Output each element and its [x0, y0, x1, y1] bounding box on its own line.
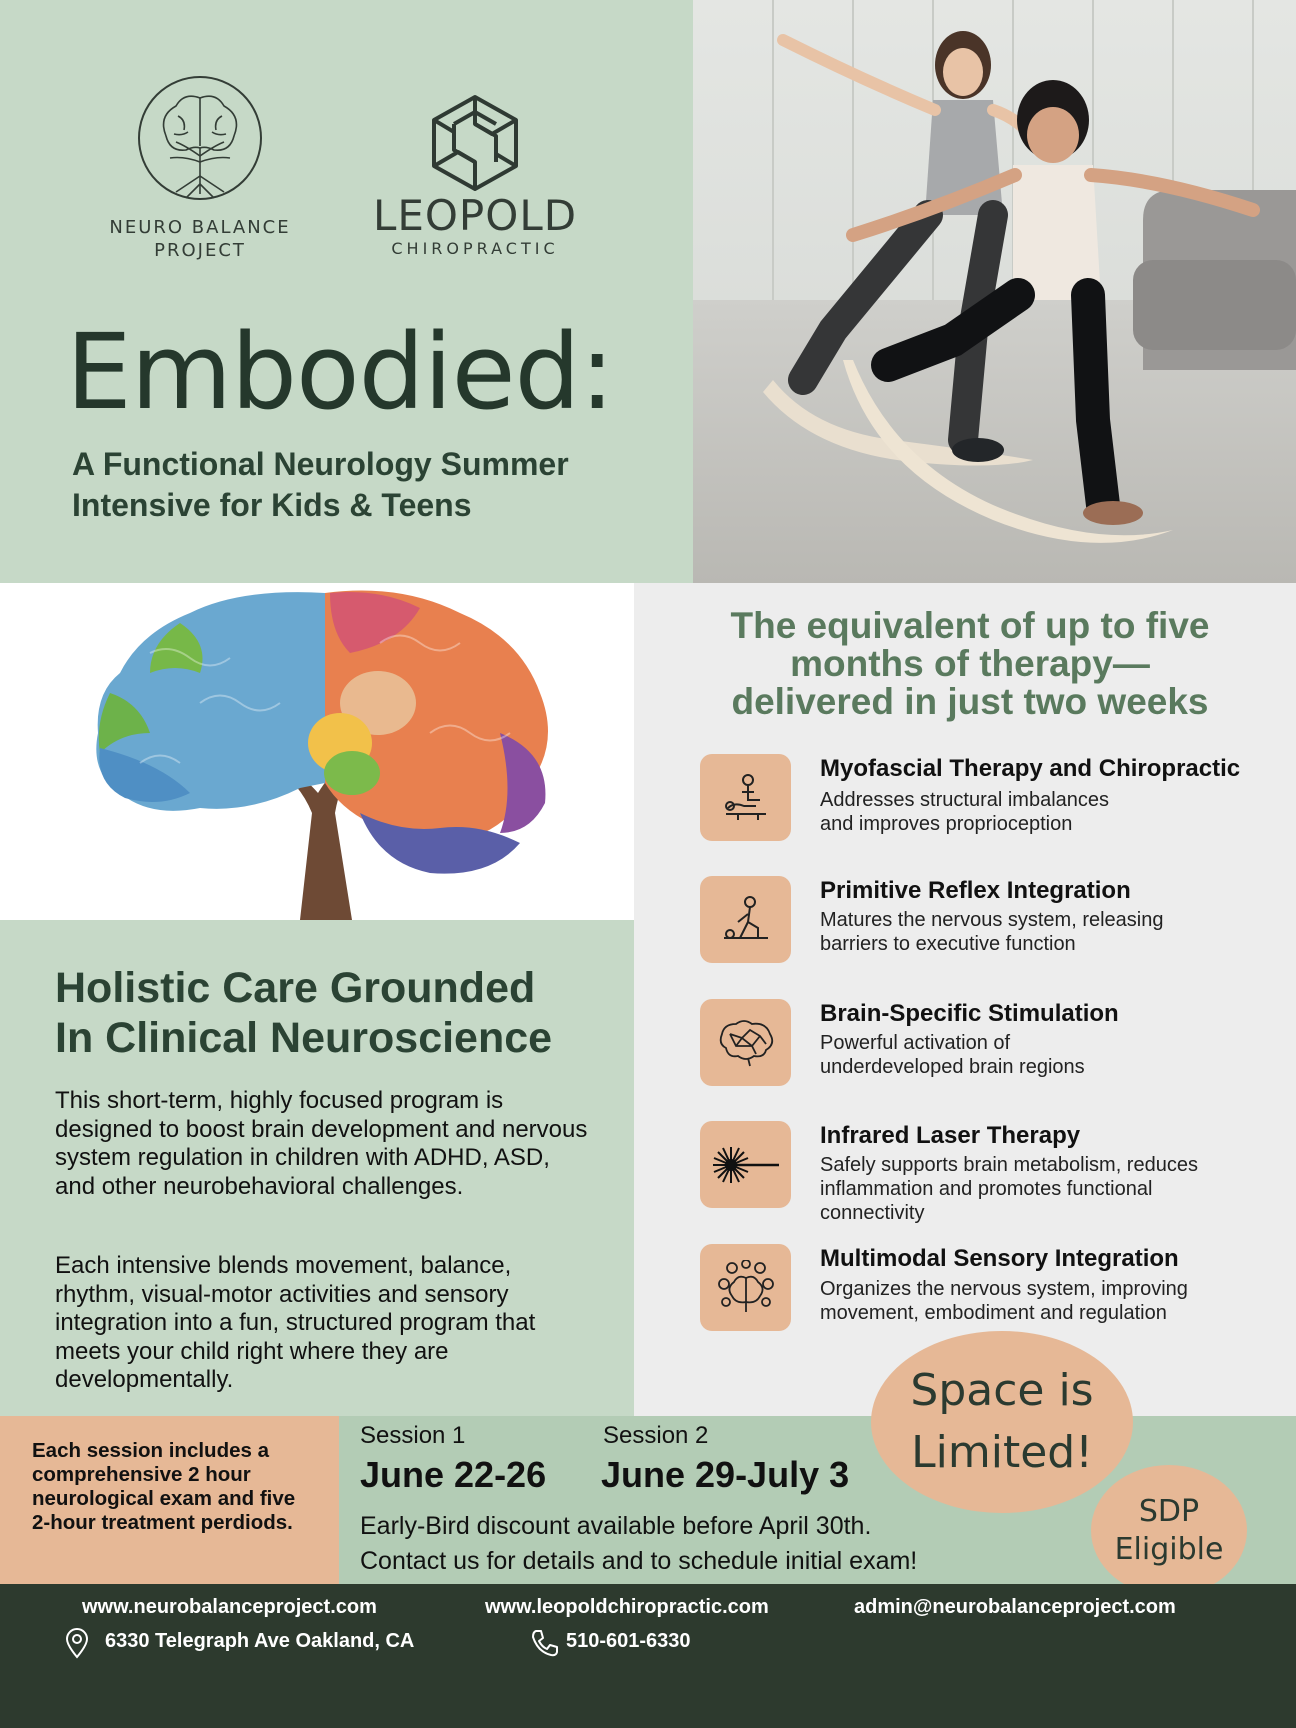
chiropractic-adjustment-icon	[700, 754, 791, 841]
feature-title: Infrared Laser Therapy	[820, 1122, 1081, 1149]
session2-label: Session 2	[603, 1422, 709, 1449]
sdp-eligible-text	[1115, 1493, 1224, 1569]
logo-line: NEURO BALANCE	[109, 217, 291, 238]
address-text: 6330 Telegraph Ave Oakland, CA	[105, 1630, 415, 1652]
leopold-logo-name: LEOPOLD	[372, 191, 578, 240]
feature-description-line: Matures the nervous system, releasing	[820, 909, 1164, 931]
session2-date: June 29-July 3	[601, 1454, 850, 1495]
feature-description-line: Addresses structural imbalances	[820, 789, 1110, 811]
feature-description-line: inflammation and promotes functional	[820, 1178, 1153, 1200]
subtitle-line: A Functional Neurology Summer	[72, 446, 569, 482]
logo-line: PROJECT	[154, 240, 246, 261]
brain-network-icon	[700, 999, 791, 1086]
brain-tree-illustration	[0, 583, 634, 920]
phone-number[interactable]: 510-601-6330	[566, 1630, 691, 1652]
crawling-child-icon	[700, 876, 791, 963]
badge-line: Space is	[910, 1365, 1094, 1416]
feature-description	[820, 908, 1260, 956]
feature-description	[820, 1277, 1260, 1325]
feature-description	[820, 1153, 1260, 1225]
space-limited-badge	[871, 1331, 1133, 1513]
laser-burst-icon	[700, 1121, 791, 1208]
session1-date: June 22-26	[360, 1454, 547, 1495]
location-pin-icon	[64, 1627, 90, 1659]
page-title: Embodied:	[66, 311, 614, 433]
hexagon-knot-icon	[430, 94, 520, 192]
sdp-eligible-badge	[1091, 1465, 1247, 1596]
headline-line: The equivalent of up to five	[730, 605, 1210, 646]
contact-notice: Contact us for details and to schedule initial exam!	[360, 1547, 918, 1575]
tree-brain-icon	[136, 76, 264, 206]
badge-line: Eligible	[1114, 1531, 1224, 1567]
heading-line: In Clinical Neuroscience	[55, 1014, 553, 1062]
badge-line: Limited!	[911, 1427, 1093, 1478]
neuro-balance-logo-text	[100, 216, 300, 262]
subtitle-line: Intensive for Kids & Teens	[72, 487, 472, 523]
description-paragraph: Each intensive blends movement, balance, rhythm, visual-motor activities and sensory integration into a fun, structured program that meets your child right where they are developmentally.	[55, 1252, 536, 1393]
feature-description	[820, 788, 1260, 836]
feature-title: Multimodal Sensory Integration	[820, 1245, 1179, 1272]
phone-icon	[530, 1628, 560, 1658]
children-balance-photo	[693, 0, 1296, 583]
includes-line: 2-hour treatment perdiods.	[32, 1511, 293, 1534]
feature-description-line: movement, embodiment and regulation	[820, 1302, 1167, 1324]
feature-item	[700, 999, 1290, 1089]
page-subtitle	[72, 444, 632, 526]
session-includes-text	[32, 1439, 332, 1535]
feature-title: Primitive Reflex Integration	[820, 877, 1131, 904]
sensory-brain-icon	[700, 1244, 791, 1331]
leopold-logo-subtitle: CHIROPRACTIC	[391, 239, 559, 258]
email-link[interactable]: admin@neurobalanceproject.com	[854, 1596, 1176, 1618]
feature-title: Brain-Specific Stimulation	[820, 1000, 1119, 1027]
feature-item	[700, 1244, 1290, 1334]
feature-item	[700, 754, 1290, 844]
feature-title: Myofascial Therapy and Chiropractic	[820, 755, 1241, 782]
includes-line: neurological exam and five	[32, 1487, 296, 1510]
includes-line: Each session includes a	[32, 1439, 269, 1462]
includes-line: comprehensive 2 hour	[32, 1463, 251, 1486]
feature-description-line: Organizes the nervous system, improving	[820, 1278, 1188, 1300]
feature-description-line: barriers to executive function	[820, 933, 1076, 955]
feature-description-line: Powerful activation of	[820, 1032, 1011, 1054]
website-link-leopold[interactable]: www.leopoldchiropractic.com	[485, 1596, 769, 1618]
features-headline	[690, 607, 1250, 721]
feature-description-line: and improves proprioception	[820, 813, 1073, 835]
early-bird-notice: Early-Bird discount available before April 30th.	[360, 1512, 872, 1540]
session1-label: Session 1	[360, 1422, 466, 1449]
heading-line: Holistic Care Grounded	[55, 964, 536, 1012]
space-limited-text	[897, 1360, 1107, 1484]
section-heading	[55, 963, 625, 1063]
feature-item	[700, 876, 1290, 966]
website-link-neurobalance[interactable]: www.neurobalanceproject.com	[82, 1596, 377, 1618]
badge-line: SDP	[1138, 1493, 1200, 1529]
headline-line: months of therapy—	[790, 643, 1150, 684]
feature-description	[820, 1031, 1260, 1079]
description-paragraph: This short-term, highly focused program is designed to boost brain development and nervous system regulation in children with ADHD, ASD, and other neurobehavioral challenges.	[55, 1087, 588, 1200]
feature-description-line: underdeveloped brain regions	[820, 1056, 1085, 1078]
feature-description-line: Safely supports brain metabolism, reduces	[820, 1154, 1198, 1176]
headline-line: delivered in just two weeks	[731, 681, 1209, 722]
feature-item	[700, 1121, 1290, 1224]
feature-description-line: connectivity	[820, 1202, 925, 1224]
